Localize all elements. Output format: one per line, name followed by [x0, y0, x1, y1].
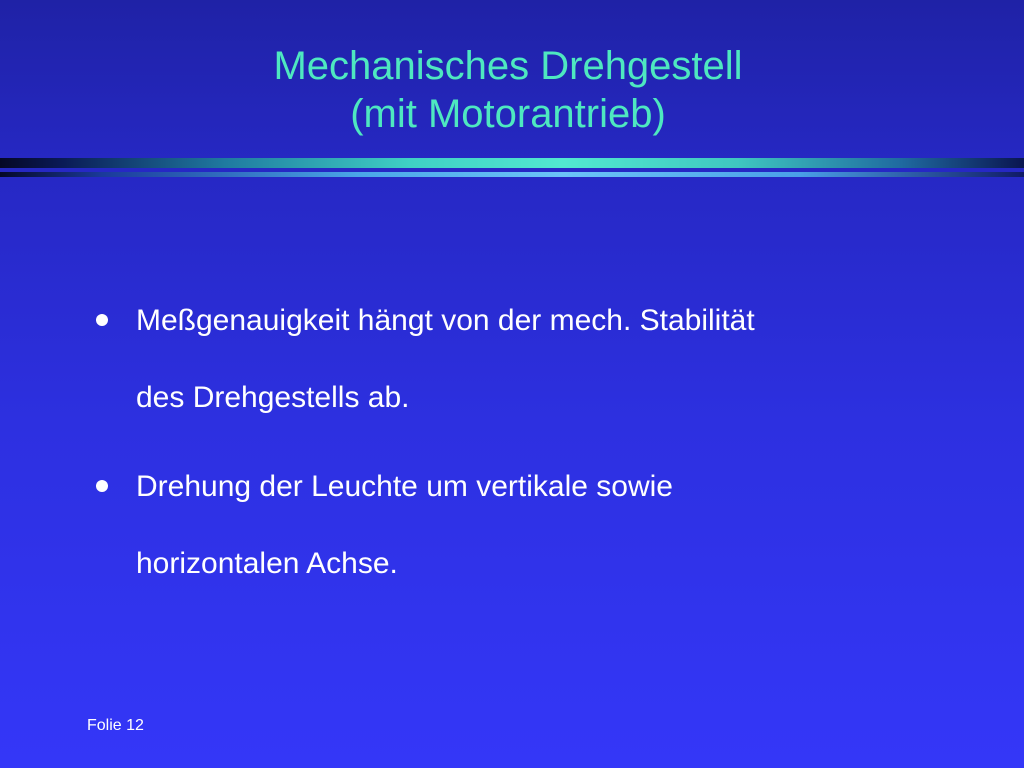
bullet-dot-icon [96, 314, 108, 326]
slide-number: Folie 12 [87, 717, 144, 734]
bullet-text [136, 282, 976, 436]
bullet-dot-icon [96, 480, 108, 492]
bullet-text-line: Meßgenauigkeit hängt von der mech. Stabilität [136, 304, 755, 337]
bullet-text-line: horizontalen Achse. [136, 547, 398, 580]
slide-title-line-2: (mit Motorantrieb) [350, 92, 666, 136]
bullet-text [136, 448, 976, 602]
bullet-text-line: Drehung der Leuchte um vertikale sowie [136, 470, 673, 503]
bullet-text-line: des Drehgestells ab. [136, 381, 410, 414]
slide-title-line-1: Mechanisches Drehgestell [273, 44, 743, 88]
